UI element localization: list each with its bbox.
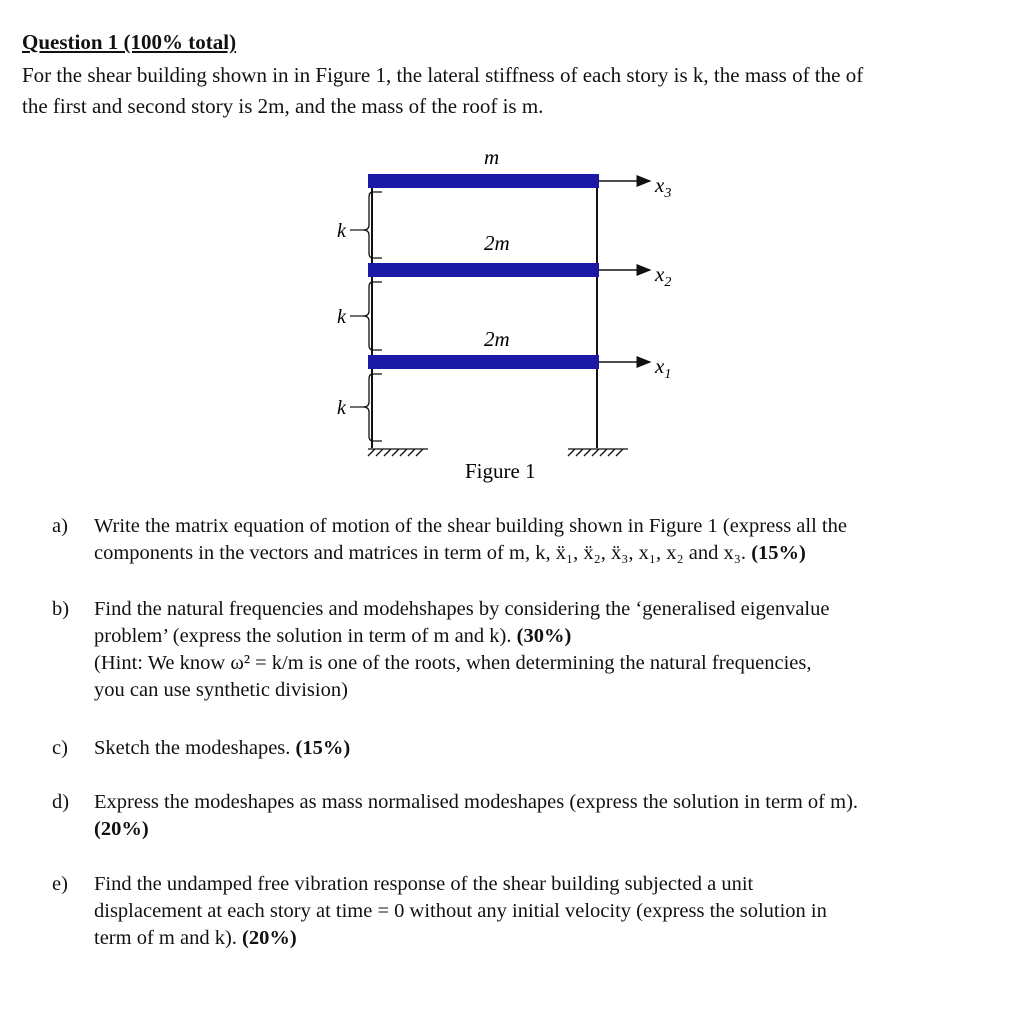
part-c: [52, 735, 992, 762]
left-fixed-support: [368, 449, 428, 456]
intro-line-2: the first and second story is 2m, and the mass of the roof is m.: [22, 94, 544, 118]
part-d-label: d): [52, 791, 70, 813]
x2-label: $x_2$: [655, 262, 672, 290]
part-e-weight: (20%): [242, 927, 297, 949]
part-d: [52, 789, 992, 843]
part-b-hint-1: (Hint: We know ω² = k/m is one of the roots, when determining the natural frequencies,: [94, 652, 812, 674]
roof-mass-label: m: [484, 145, 500, 169]
part-e-text-1: Find the undamped free vibration response of the shear building subjected a unit: [94, 873, 754, 895]
part-a-text-1: Write the matrix equation of motion of the shear building shown in Figure 1 (express all the: [94, 515, 847, 537]
part-c-text-1: Sketch the modeshapes.: [94, 737, 291, 759]
part-e-text-3: term of m and k).: [94, 927, 237, 949]
part-b-hint-2: you can use synthetic division): [94, 679, 348, 701]
part-e: [52, 871, 992, 952]
part-c-label: c): [52, 737, 68, 759]
part-b-text-2: problem’ (express the solution in term of m and k).: [94, 625, 512, 647]
part-a: [52, 513, 992, 567]
figure-1-shear-building: [0, 0, 1022, 500]
part-d-weight: (20%): [94, 818, 149, 840]
figure-caption: Figure 1: [465, 459, 536, 483]
k-label-top: k: [337, 220, 346, 242]
part-a-weight: (15%): [751, 542, 806, 564]
floor2-mass-label: 2m: [484, 231, 510, 255]
x3-label: $x_3$: [655, 173, 672, 201]
x1-label: $x_1$: [655, 354, 672, 382]
part-c-weight: (15%): [295, 737, 351, 759]
k-label-middle: k: [337, 306, 346, 328]
part-a-text-2: components in the vectors and matrices in term of m, k, ẍ₁, ẍ₂, ẍ₃, x₁, x₂ and x₃.: [94, 542, 747, 564]
part-d-text-1: Express the modeshapes as mass normalised modeshapes (express the solution in term of m).: [94, 791, 859, 813]
part-e-label: e): [52, 873, 68, 895]
part-b: [52, 596, 992, 704]
k-label-bottom: k: [337, 397, 346, 419]
intro-line-1: For the shear building shown in in Figure 1, the lateral stiffness of each story is k, the mass of the of: [22, 63, 864, 87]
floor1-beam: [368, 355, 599, 369]
part-e-text-2: displacement at each story at time = 0 without any initial velocity (express the solution in: [94, 900, 827, 922]
part-b-label: b): [52, 598, 70, 620]
roof-beam: [368, 174, 599, 188]
part-b-text-1: Find the natural frequencies and modehshapes by considering the ‘generalised eigenvalue: [94, 598, 830, 620]
floor1-mass-label: 2m: [484, 327, 510, 351]
floor2-beam: [368, 263, 599, 277]
question-heading: Question 1 (100% total): [22, 30, 237, 54]
part-a-label: a): [52, 515, 68, 537]
right-fixed-support: [568, 449, 628, 456]
part-b-weight: (30%): [516, 625, 572, 647]
